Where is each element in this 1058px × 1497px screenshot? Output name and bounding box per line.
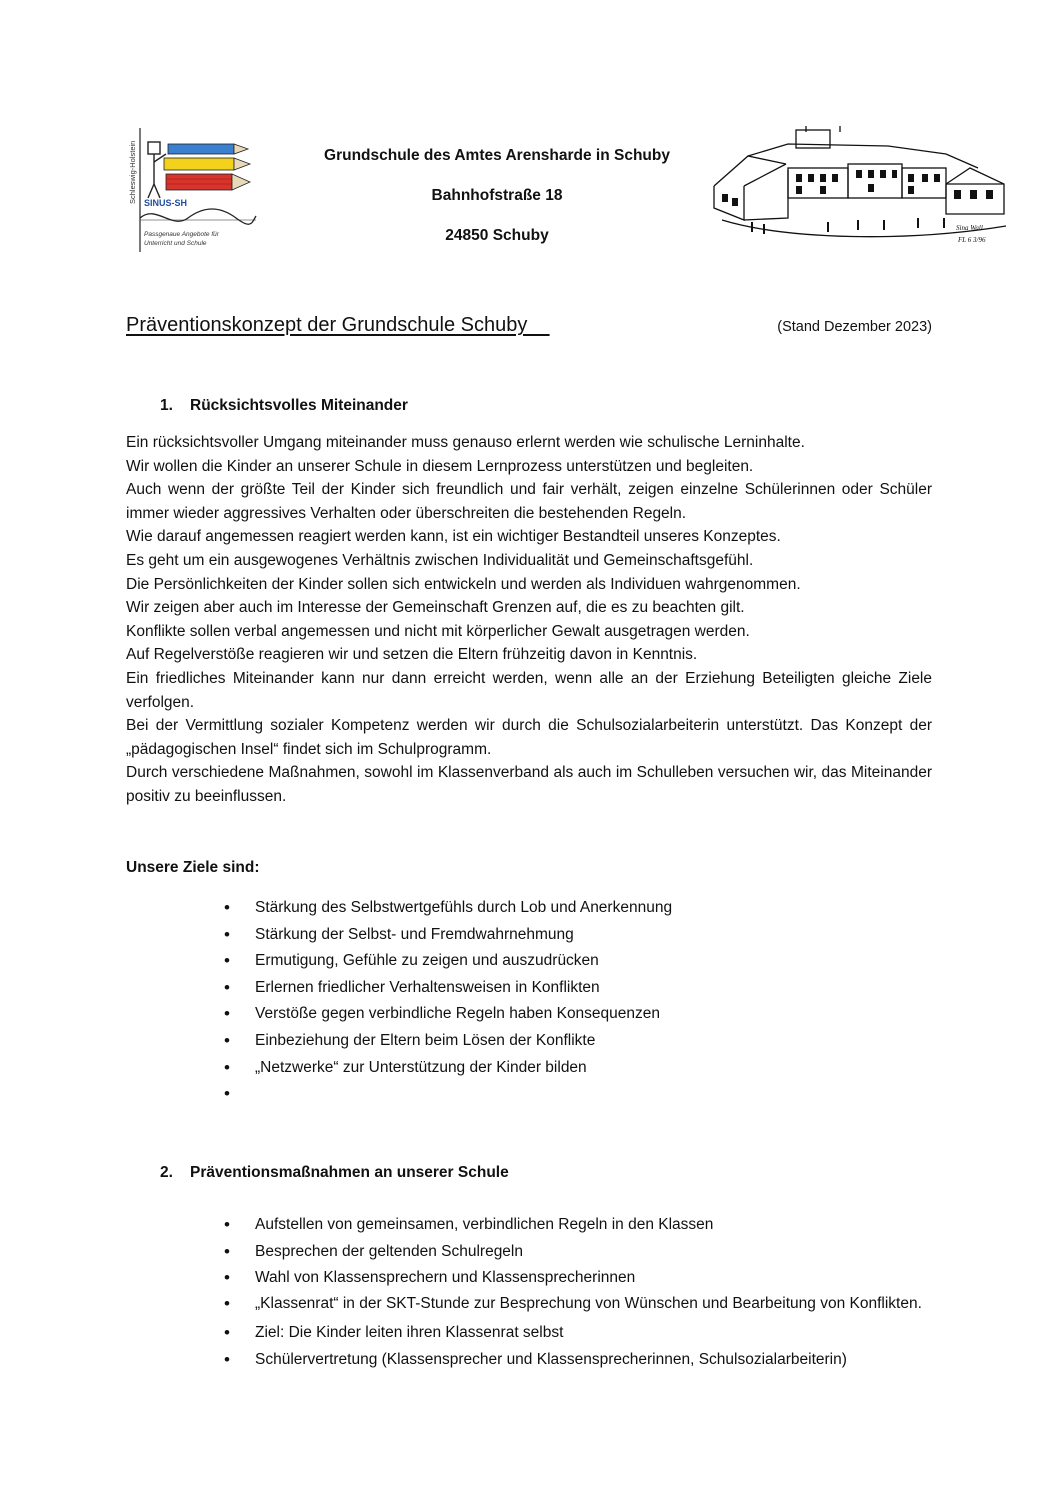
- sinus-sh-logo: [126, 126, 258, 254]
- section-2-number: 2.: [160, 1164, 173, 1181]
- paragraph-line: Wir zeigen aber auch im Interesse der Gemeinschaft Grenzen auf, die es zu beachten gilt.: [126, 599, 745, 617]
- paragraph-line: Auch wenn der größte Teil der Kinder sich freundlich und fair verhält, zeigen einzelne Schülerinnen oder Schüler immer wieder aggressives Verhalten oder überschreiten die bestehenden Regeln.: [126, 481, 932, 522]
- list-item: • Stärkung des Selbstwertgefühls durch Lob und Anerkennung: [222, 895, 942, 922]
- paragraph-line: Konflikte sollen verbal angemessen und nicht mit körperlicher Gewalt ausgetragen werden.: [126, 622, 750, 640]
- list-item: • „Klassenrat“ in der SKT-Stunde zur Besprechung von Wünschen und Bearbeitung von Konflikten.: [222, 1292, 942, 1321]
- goals-heading: Unsere Ziele sind:: [126, 859, 260, 876]
- goals-list: [222, 895, 942, 1108]
- logo-tagline-2: Unterricht und Schule: [144, 240, 207, 247]
- school-street: Bahnhofstraße 18: [431, 187, 563, 204]
- sketch-signature-1: Sina Wall: [956, 224, 983, 232]
- list-item: • Erlernen friedlicher Verhaltensweisen in Konflikten: [222, 975, 942, 1002]
- school-building-sketch: [708, 124, 1010, 248]
- list-item: • Besprechen der geltenden Schulregeln: [222, 1239, 942, 1266]
- list-item: • „Netzwerke“ zur Unterstützung der Kinder bilden: [222, 1055, 942, 1082]
- section-1-title: Rücksichtsvolles Miteinander: [190, 397, 408, 414]
- title-row: [126, 312, 932, 342]
- list-item: [222, 1081, 942, 1108]
- list-item: • Stärkung der Selbst- und Fremdwahrnehmung: [222, 922, 942, 949]
- logo-vertical-text: Schleswig-Holstein: [128, 140, 137, 204]
- paragraph-line: Ein friedliches Miteinander kann nur dann erreicht werden, wenn alle an der Erziehung Beteiligten gleiche Ziele verfolgen.: [126, 669, 932, 711]
- pencil-blue-icon: [168, 144, 248, 154]
- pencil-red-icon: [166, 174, 250, 190]
- document-date: (Stand Dezember 2023): [777, 319, 932, 335]
- list-item: • Ermutigung, Gefühle zu zeigen und auszudrücken: [222, 948, 942, 975]
- sketch-signature-2: FL 6 3/96: [958, 236, 986, 244]
- school-city: 24850 Schuby: [445, 227, 549, 244]
- school-name: Grundschule des Amtes Arensharde in Schuby: [324, 147, 670, 164]
- paragraph-line: Durch verschiedene Maßnahmen, sowohl im Klassenverband als auch im Schulleben versuchen wir, das Miteinander positiv zu beeinflussen.: [126, 764, 932, 805]
- measures-list: [222, 1212, 942, 1374]
- paragraph-line: Auf Regelverstöße reagieren wir und setzen die Eltern frühzeitig davon in Kenntnis.: [126, 646, 698, 664]
- paragraph-line: Bei der Vermittlung sozialer Kompetenz werden wir durch die Schulsozialarbeiterin unterstützt. Das Konzept der „pädagogischen Insel“ findet sich im Schulprogramm.: [126, 717, 932, 758]
- paragraph-line: Es geht um ein ausgewogenes Verhältnis zwischen Individualität und Gemeinschaftsgefühl.: [126, 551, 754, 569]
- section-2-heading: [160, 1163, 509, 1183]
- list-item: • Wahl von Klassensprechern und Klassensprecherinnen: [222, 1265, 942, 1292]
- paragraph-line: Die Persönlichkeiten der Kinder sollen sich entwickeln und werden als Individuen wahrgenommen.: [126, 575, 801, 593]
- document-title: Präventionskonzept der Grundschule Schuby: [126, 314, 550, 336]
- section-2-title: Präventionsmaßnahmen an unserer Schule: [190, 1164, 509, 1181]
- paragraph-line: Wie darauf angemessen reagiert werden kann, ist ein wichtiger Bestandteil unseres Konzeptes.: [126, 528, 781, 546]
- paragraph-line: Wir wollen die Kinder an unserer Schule in diesem Lernprozess unterstützen und begleiten.: [126, 457, 754, 475]
- paragraph-line: Ein rücksichtsvoller Umgang miteinander muss genauso erlernt werden wie schulische Lerninhalte.: [126, 434, 805, 451]
- list-item: • Schülervertretung (Klassensprecher und Klassensprecherinnen, Schulsozialarbeiterin): [222, 1347, 942, 1374]
- school-address: [292, 146, 702, 266]
- section-1-number: 1.: [160, 397, 173, 414]
- section-1-heading: [160, 396, 408, 416]
- list-item: • Einbeziehung der Eltern beim Lösen der Konflikte: [222, 1028, 942, 1055]
- list-item: • Ziel: Die Kinder leiten ihren Klassenrat selbst: [222, 1320, 942, 1347]
- logo-tagline-1: Passgenaue Angebote für: [144, 231, 219, 238]
- list-item: • Aufstellen von gemeinsamen, verbindlichen Regeln in den Klassen: [222, 1212, 942, 1239]
- list-item: • Verstöße gegen verbindliche Regeln haben Konsequenzen: [222, 1001, 942, 1028]
- logo-name: SINUS-SH: [144, 198, 188, 208]
- pencil-yellow-icon: [164, 158, 250, 170]
- section-1-paragraph: [126, 431, 932, 809]
